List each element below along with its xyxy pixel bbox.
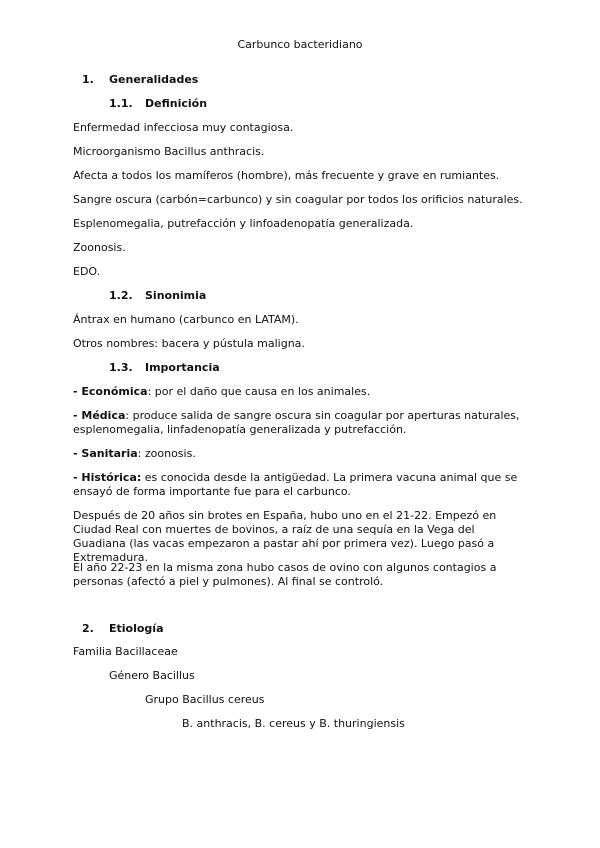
definicion-line: Enfermedad infecciosa muy contagiosa. xyxy=(73,121,294,134)
section-1-3-title: Importancia xyxy=(145,361,220,374)
document-title: Carbunco bacteridiano xyxy=(237,38,363,51)
section-1-2-number: 1.2. xyxy=(109,289,133,302)
definicion-line: Sangre oscura (carbón=carbunco) y sin coagular por todos los orificios naturales. xyxy=(73,193,523,206)
etiologia-grupo: Grupo Bacillus cereus xyxy=(145,693,265,706)
section-1-title: Generalidades xyxy=(109,73,199,86)
importancia-medica xyxy=(73,409,528,437)
definicion-line: Microorganismo Bacillus anthracis. xyxy=(73,145,265,158)
section-1-number: 1. xyxy=(82,73,94,86)
sinonimia-line: Otros nombres: bacera y pústula maligna. xyxy=(73,337,305,350)
importancia-historica-label: - Histórica: xyxy=(73,471,142,484)
importancia-sanitaria xyxy=(73,447,196,461)
definicion-line: Zoonosis. xyxy=(73,241,126,254)
section-1-1-number: 1.1. xyxy=(109,97,133,110)
section-2-title: Etiología xyxy=(109,622,164,635)
importancia-historica xyxy=(73,471,528,499)
section-1-2-title: Sinonimia xyxy=(145,289,207,302)
etiologia-especies: B. anthracis, B. cereus y B. thuringiensis xyxy=(182,717,405,730)
importancia-sanitaria-text: : zoonosis. xyxy=(137,447,196,460)
importancia-medica-label: - Médica xyxy=(73,409,126,422)
definicion-line: Afecta a todos los mamíferos (hombre), más frecuente y grave en rumiantes. xyxy=(73,169,500,182)
etiologia-familia: Familia Bacillaceae xyxy=(73,645,178,658)
etiologia-genero: Género Bacillus xyxy=(109,669,195,682)
importancia-sanitaria-label: - Sanitaria xyxy=(73,447,138,460)
importancia-economica-label: - Económica xyxy=(73,385,148,398)
importancia-paragraph: El año 22-23 en la misma zona hubo casos de ovino con algunos contagios a personas (afectó a piel y pulmones). Al final se controló. xyxy=(73,561,497,588)
importancia-economica xyxy=(73,385,370,399)
definicion-line: EDO. xyxy=(73,265,101,278)
sinonimia-line: Ántrax en humano (carbunco en LATAM). xyxy=(73,313,299,326)
importancia-paragraph: Después de 20 años sin brotes en España, hubo uno en el 21-22. Empezó en Ciudad Real con muertes de bovinos, a raíz de una sequía en la Vega del Guadiana (las vacas empezaron a pastar ahí por primera vez). Luego pasó a Extremadura. xyxy=(73,509,497,564)
definicion-line: Esplenomegalia, putrefacción y linfoadenopatía generalizada. xyxy=(73,217,414,230)
importancia-economica-text: : por el daño que causa en los animales. xyxy=(147,385,371,398)
section-1-1-title: Definición xyxy=(145,97,208,110)
section-1-3-number: 1.3. xyxy=(109,361,133,374)
importancia-historica-text: es conocida desde la antigüedad. La primera vacuna animal que se ensayó de forma importante fue para el carbunco. xyxy=(73,471,518,498)
section-2-number: 2. xyxy=(82,622,94,635)
importancia-medica-text: : produce salida de sangre oscura sin coagular por aperturas naturales, esplenomegalia, linfadenopatía generalizada y putrefacción. xyxy=(73,409,520,436)
